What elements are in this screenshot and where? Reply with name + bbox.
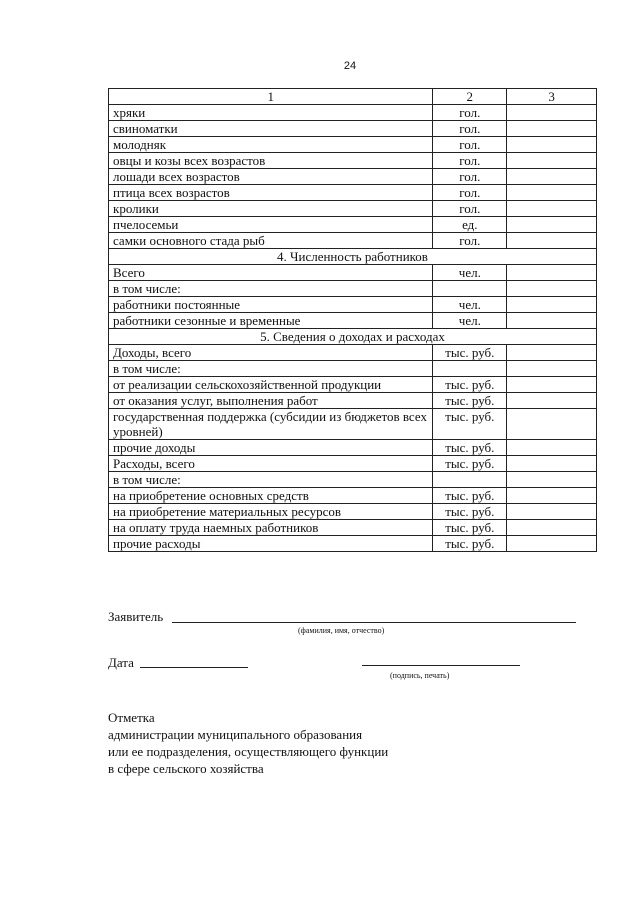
date-label: Дата bbox=[108, 655, 134, 670]
signature-caption: (подпись, печать) bbox=[390, 671, 450, 680]
row-unit: тыс. руб. bbox=[433, 456, 507, 472]
row-unit: тыс. руб. bbox=[433, 377, 507, 393]
row-unit: гол. bbox=[433, 169, 507, 185]
row-value bbox=[507, 488, 597, 504]
note-line: администрации муниципального образования bbox=[108, 727, 363, 742]
row-unit bbox=[433, 472, 507, 488]
row-label: на приобретение материальных ресурсов bbox=[109, 504, 433, 520]
row-value bbox=[507, 345, 597, 361]
row-unit: тыс. руб. bbox=[433, 345, 507, 361]
signature-line bbox=[362, 665, 520, 666]
row-value bbox=[507, 105, 597, 121]
applicant-label: Заявитель bbox=[108, 609, 164, 624]
table-row bbox=[109, 536, 597, 552]
table-row bbox=[109, 440, 597, 456]
row-label: Всего bbox=[109, 265, 433, 281]
row-unit: тыс. руб. bbox=[433, 504, 507, 520]
row-unit: гол. bbox=[433, 201, 507, 217]
table-row bbox=[109, 233, 597, 249]
row-value bbox=[507, 217, 597, 233]
row-value bbox=[507, 281, 597, 297]
section-heading: 4. Численность работников bbox=[109, 249, 597, 265]
table-row bbox=[109, 409, 597, 440]
section-heading: 5. Сведения о доходах и расходах bbox=[109, 329, 597, 345]
row-value bbox=[507, 393, 597, 409]
row-value bbox=[507, 265, 597, 281]
row-label: молодняк bbox=[109, 137, 433, 153]
row-label: прочие расходы bbox=[109, 536, 433, 552]
row-label: пчелосемьи bbox=[109, 217, 433, 233]
row-value bbox=[507, 153, 597, 169]
row-label: в том числе: bbox=[109, 361, 433, 377]
table-row bbox=[109, 137, 597, 153]
data-table bbox=[108, 88, 597, 552]
table-row bbox=[109, 504, 597, 520]
row-unit: чел. bbox=[433, 265, 507, 281]
row-label: работники сезонные и временные bbox=[109, 313, 433, 329]
row-unit: гол. bbox=[433, 233, 507, 249]
approval-note bbox=[108, 709, 388, 777]
row-label: свиноматки bbox=[109, 121, 433, 137]
note-line: Отметка bbox=[108, 710, 155, 725]
row-unit: гол. bbox=[433, 137, 507, 153]
row-value bbox=[507, 440, 597, 456]
row-label: лошади всех возрастов bbox=[109, 169, 433, 185]
row-unit: гол. bbox=[433, 105, 507, 121]
table-row bbox=[109, 313, 597, 329]
table-row bbox=[109, 217, 597, 233]
table-row bbox=[109, 393, 597, 409]
row-unit: тыс. руб. bbox=[433, 536, 507, 552]
row-label: овцы и козы всех возрастов bbox=[109, 153, 433, 169]
row-value bbox=[507, 137, 597, 153]
row-value bbox=[507, 361, 597, 377]
page-number: 24 bbox=[343, 60, 357, 72]
row-unit bbox=[433, 361, 507, 377]
row-unit: тыс. руб. bbox=[433, 440, 507, 456]
row-label: в том числе: bbox=[109, 472, 433, 488]
row-label: самки основного стада рыб bbox=[109, 233, 433, 249]
row-label: прочие доходы bbox=[109, 440, 433, 456]
row-value bbox=[507, 377, 597, 393]
section-heading-row bbox=[109, 329, 597, 345]
row-value bbox=[507, 233, 597, 249]
row-value bbox=[507, 472, 597, 488]
row-unit: гол. bbox=[433, 153, 507, 169]
row-label: птица всех возрастов bbox=[109, 185, 433, 201]
row-unit: тыс. руб. bbox=[433, 520, 507, 536]
row-unit bbox=[433, 281, 507, 297]
row-value bbox=[507, 297, 597, 313]
row-value bbox=[507, 121, 597, 137]
row-value bbox=[507, 169, 597, 185]
header-col-2: 2 bbox=[433, 89, 507, 105]
row-unit: чел. bbox=[433, 313, 507, 329]
table-row bbox=[109, 361, 597, 377]
row-value bbox=[507, 504, 597, 520]
row-value bbox=[507, 201, 597, 217]
row-unit: тыс. руб. bbox=[433, 393, 507, 409]
row-value bbox=[507, 185, 597, 201]
section-heading-row bbox=[109, 249, 597, 265]
table-row bbox=[109, 153, 597, 169]
row-unit: гол. bbox=[433, 121, 507, 137]
row-label: от реализации сельскохозяйственной продукции bbox=[109, 377, 433, 393]
row-label: на приобретение основных средств bbox=[109, 488, 433, 504]
table-row bbox=[109, 105, 597, 121]
row-value bbox=[507, 456, 597, 472]
row-value bbox=[507, 313, 597, 329]
row-unit: тыс. руб. bbox=[433, 409, 507, 440]
table-row bbox=[109, 265, 597, 281]
note-line: в сфере сельского хозяйства bbox=[108, 761, 264, 776]
row-unit: тыс. руб. bbox=[433, 488, 507, 504]
date-line bbox=[140, 667, 248, 668]
table-row bbox=[109, 472, 597, 488]
row-value bbox=[507, 409, 597, 440]
table-row bbox=[109, 201, 597, 217]
row-label: Доходы, всего bbox=[109, 345, 433, 361]
row-label: Расходы, всего bbox=[109, 456, 433, 472]
table-row bbox=[109, 488, 597, 504]
table-row bbox=[109, 520, 597, 536]
table-row bbox=[109, 345, 597, 361]
table-row bbox=[109, 169, 597, 185]
header-col-1: 1 bbox=[109, 89, 433, 105]
row-unit: ед. bbox=[433, 217, 507, 233]
note-line: или ее подразделения, осуществляющего функции bbox=[108, 744, 389, 759]
table-row bbox=[109, 456, 597, 472]
row-label: кролики bbox=[109, 201, 433, 217]
table-row bbox=[109, 185, 597, 201]
table-row bbox=[109, 377, 597, 393]
row-label: от оказания услуг, выполнения работ bbox=[109, 393, 433, 409]
row-label: в том числе: bbox=[109, 281, 433, 297]
table-header-row bbox=[109, 89, 597, 105]
row-label: государственная поддержка (субсидии из бюджетов всех уровней) bbox=[109, 409, 433, 440]
row-value bbox=[507, 536, 597, 552]
row-value bbox=[507, 520, 597, 536]
header-col-3: 3 bbox=[507, 89, 597, 105]
row-label: работники постоянные bbox=[109, 297, 433, 313]
table-row bbox=[109, 121, 597, 137]
row-unit: гол. bbox=[433, 185, 507, 201]
applicant-line bbox=[172, 622, 576, 623]
applicant-caption: (фамилия, имя, отчество) bbox=[298, 626, 385, 635]
table-row bbox=[109, 297, 597, 313]
row-label: хряки bbox=[109, 105, 433, 121]
row-label: на оплату труда наемных работников bbox=[109, 520, 433, 536]
table-row bbox=[109, 281, 597, 297]
row-unit: чел. bbox=[433, 297, 507, 313]
